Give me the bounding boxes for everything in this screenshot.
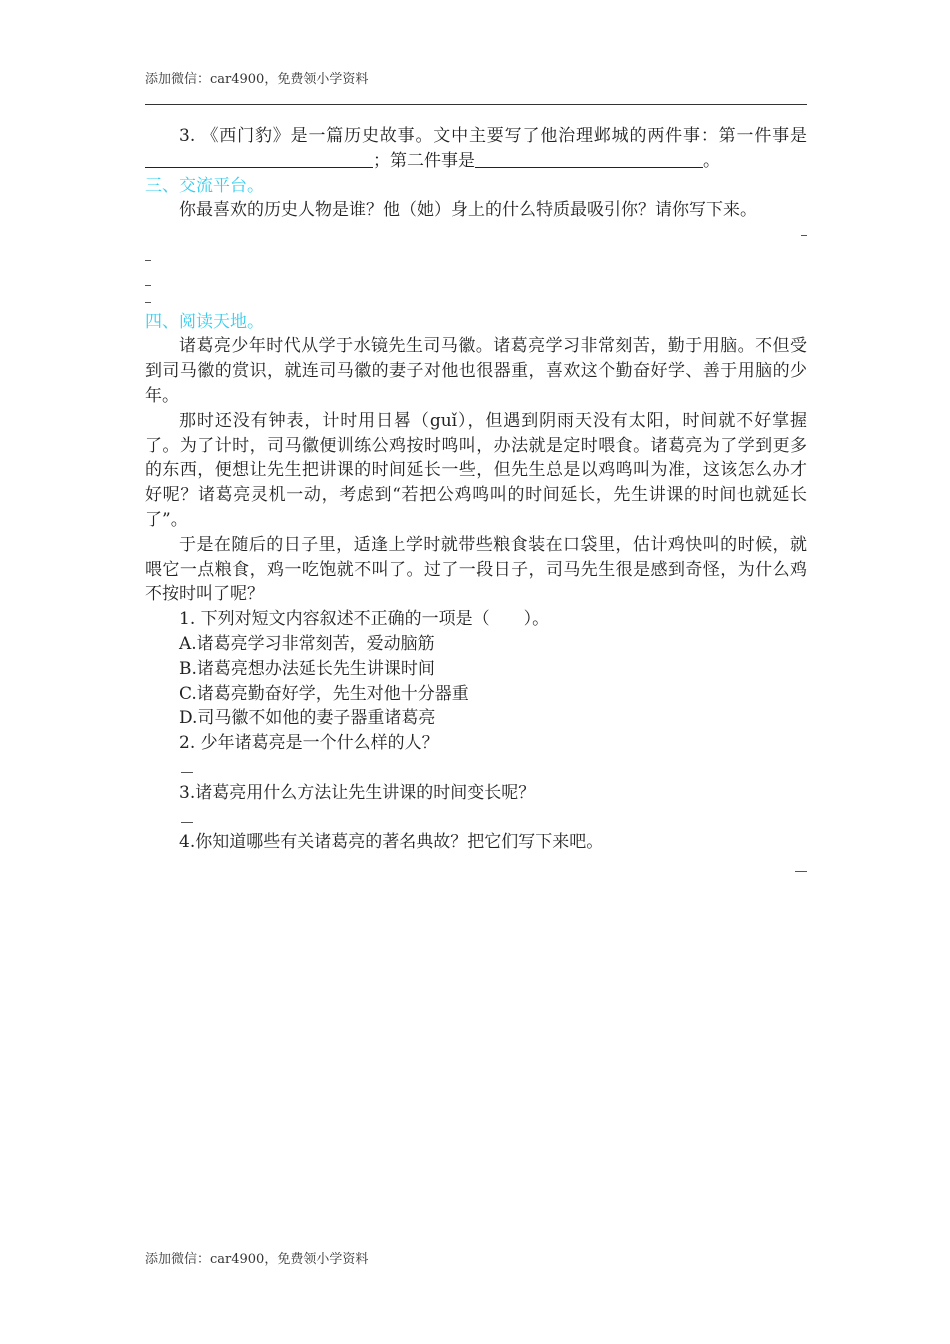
option-d[interactable]: D.司马徽不如他的妻子器重诸葛亮 [179, 708, 436, 729]
answer-line[interactable] [145, 223, 807, 248]
reading-paragraph: 于是在随后的日子里，适逢上学时就带些粮食装在口袋里，估计鸡快叫的时候，就喂它一点粮食，鸡一吃饱就不叫了。过了一段日子，司马先生很是感到奇怪，为什么鸡不按时叫了呢？ [145, 534, 807, 605]
page-header: 添加微信：car4900，免费领小学资料 [145, 72, 369, 87]
answer-line[interactable] [145, 248, 807, 273]
section-heading-exchange: 三、交流平台。 [145, 175, 264, 196]
reading-paragraph: 那时还没有钟表，计时用日晷（guǐ），但遇到阴雨天没有太阳，时间就不好掌握了。为了计时，司马徽便训练公鸡按时鸣叫，办法就是定时喂食。诸葛亮为了学到更多的东西，便想让先生把讲课的时间延长一些，但先生总是以鸡鸣叫为准，这该怎么办才好呢？诸葛亮灵机一动，考虑到“若把公鸡鸣叫的时间延长，先生讲课的时间也就延长了”。 [145, 410, 807, 530]
answer-line[interactable] [145, 806, 807, 831]
answer-line[interactable] [145, 855, 807, 880]
answer-blank-first[interactable] [145, 149, 373, 168]
reading-paragraph: 诸葛亮少年时代从学于水镜先生司马徽。诸葛亮学习非常刻苦，勤于用脑。不但受到司马徽的赏识，就连司马徽的妻子对他也很器重，喜欢这个勤奋好学、善于用脑的少年。 [145, 336, 807, 406]
section-heading-reading: 四、阅读天地。 [145, 311, 264, 332]
header-divider [145, 104, 807, 105]
option-b[interactable]: B.诸葛亮想办法延长先生讲课时间 [179, 658, 435, 679]
answer-blank-second[interactable] [475, 149, 703, 168]
reading-question-2: 2. 少年诸葛亮是一个什么样的人？ [179, 733, 439, 754]
answer-line[interactable] [145, 298, 807, 310]
question-xi-men-bao: 3. 《西门豹》是一篇历史故事。文中主要写了他治理邺城的两件事：第一件事是；第二件事是 。 [145, 124, 807, 174]
answer-line[interactable] [145, 273, 807, 298]
exchange-prompt: 你最喜欢的历史人物是谁？他（她）身上的什么特质最吸引你？请你写下来。 [179, 200, 757, 221]
option-a[interactable]: A.诸葛亮学习非常刻苦，爱动脑筋 [179, 633, 435, 654]
option-c[interactable]: C.诸葛亮勤奋好学，先生对他十分器重 [179, 683, 469, 704]
reading-question-1: 1. 下列对短文内容叙述不正确的一项是（ ）。 [179, 609, 550, 630]
worksheet-body [145, 124, 807, 880]
reading-question-4: 4.你知道哪些有关诸葛亮的著名典故？把它们写下来吧。 [179, 832, 604, 853]
page-footer: 添加微信：car4900，免费领小学资料 [145, 1252, 369, 1267]
reading-question-3: 3.诸葛亮用什么方法让先生讲课的时间变长呢？ [179, 782, 536, 803]
answer-line[interactable] [145, 756, 807, 781]
